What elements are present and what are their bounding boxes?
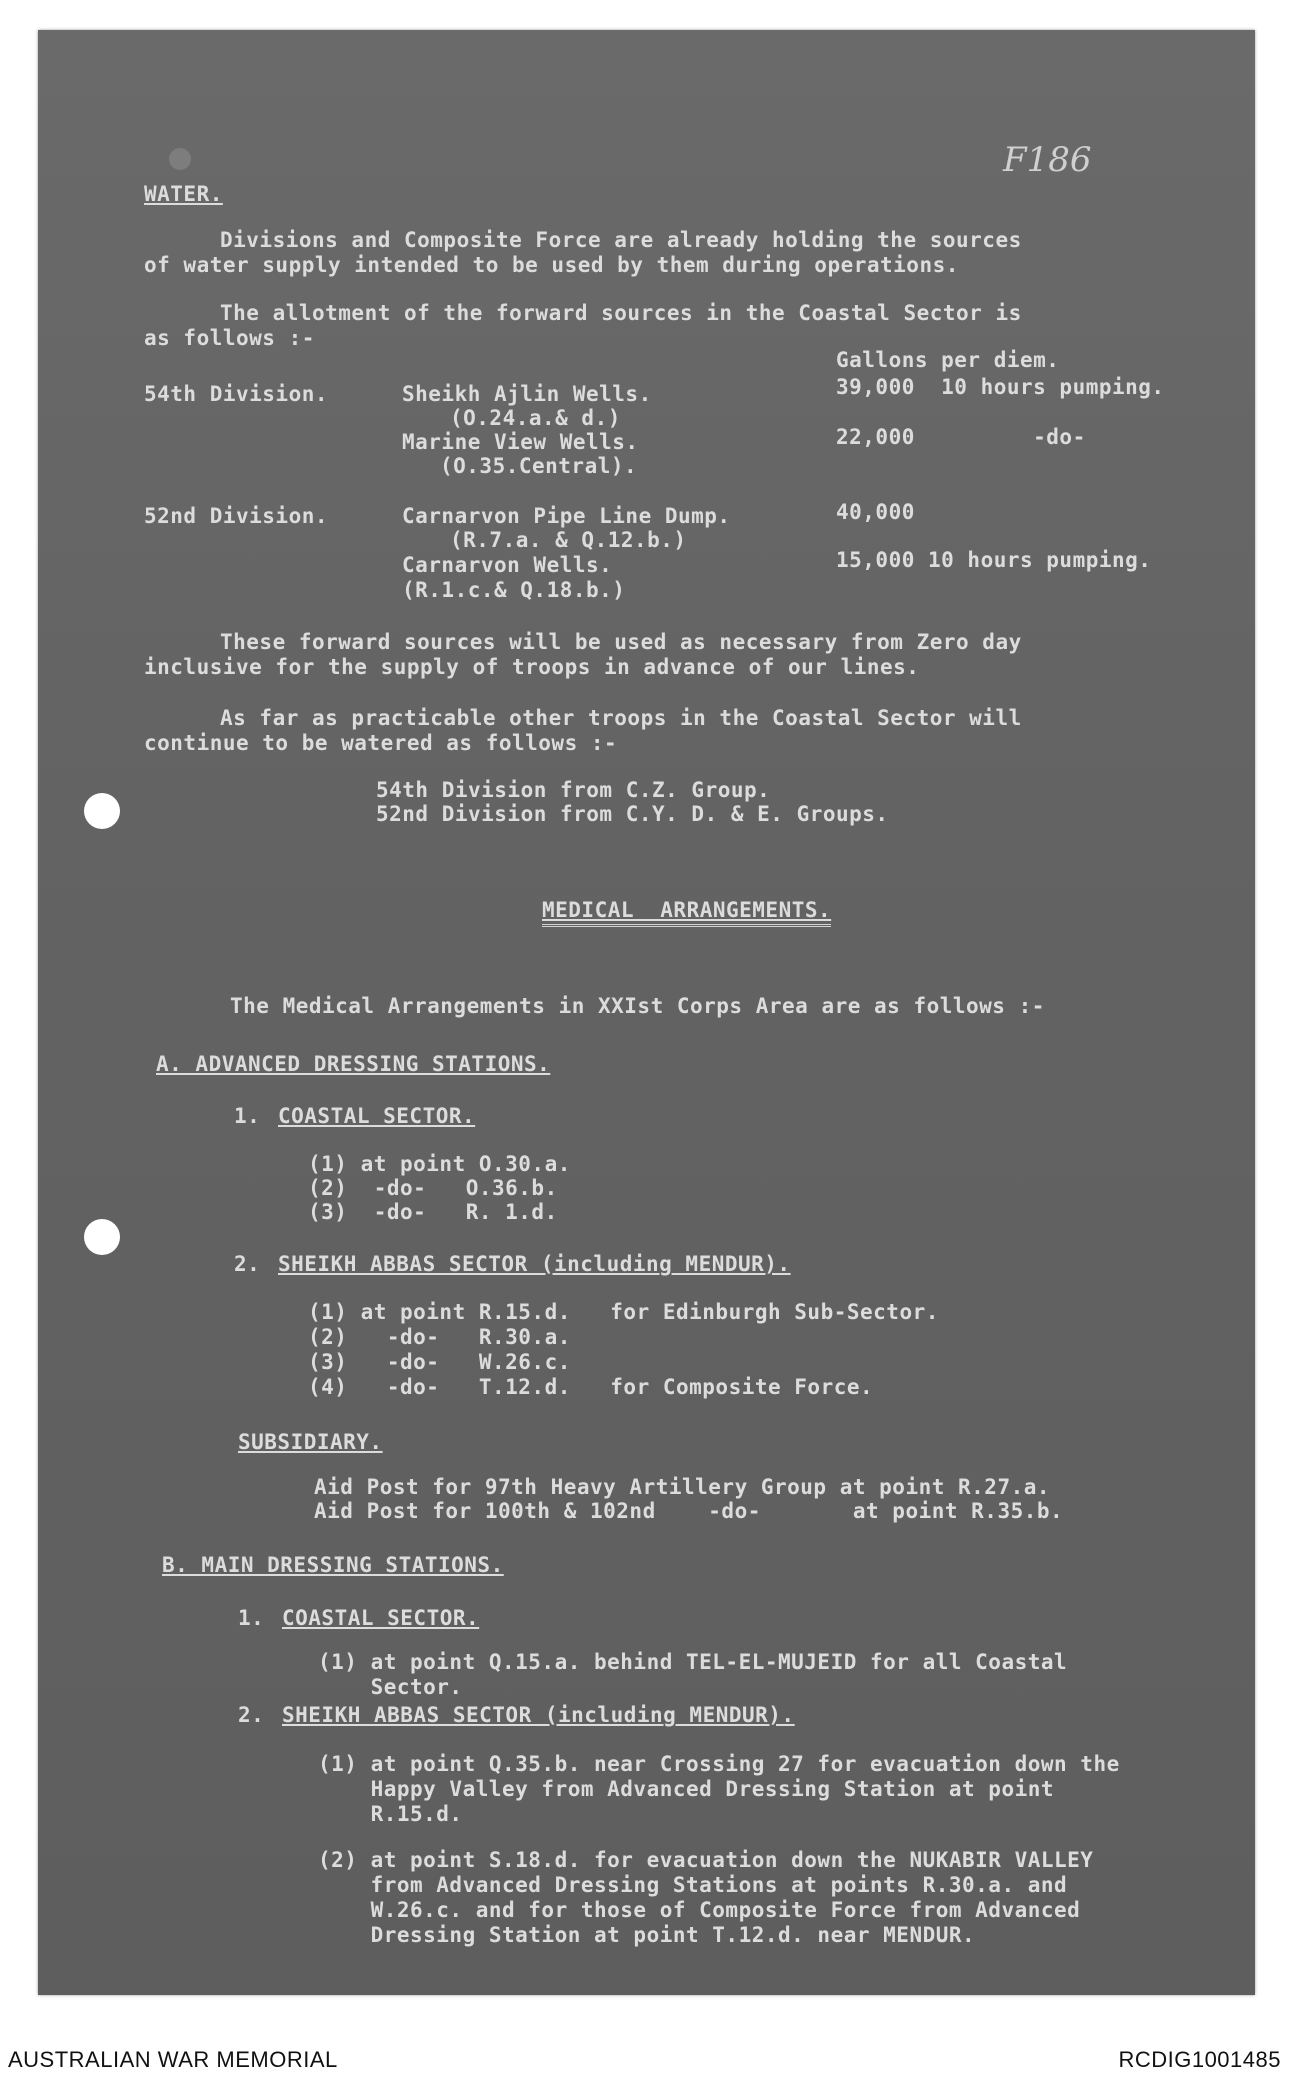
water-para1-line2: of water supply intended to be used by them during operations. [144, 253, 959, 277]
b2-item1-line1: (1) at point Q.35.b. near Crossing 27 for evacuation down the [318, 1752, 1120, 1776]
footer-archive-name: AUSTRALIAN WAR MEMORIAL [8, 2047, 338, 2072]
subsidiary-heading: SUBSIDIARY. [238, 1430, 383, 1454]
b2-number: 2. [238, 1703, 265, 1727]
a2-item-3: (3) -do- W.26.c. [308, 1350, 571, 1374]
a1-item-3: (3) -do- R. 1.d. [308, 1200, 558, 1224]
b2-item2-line1: (2) at point S.18.d. for evacuation down the NUKABIR VALLEY [318, 1848, 1094, 1872]
a2-number: 2. [234, 1252, 261, 1276]
a2-item-2: (2) -do- R.30.a. [308, 1325, 571, 1349]
div52-source1-ref: (R.7.a. & Q.12.b.) [450, 528, 687, 552]
b2-item1-line3: R.15.d. [318, 1802, 463, 1826]
div54-source2-ref: (O.35.Central). [440, 454, 638, 478]
b2-title: SHEIKH ABBAS SECTOR (including MENDUR). [282, 1703, 795, 1727]
div52-name: 52nd Division. [144, 504, 329, 528]
a1-item-2: (2) -do- O.36.b. [308, 1176, 558, 1200]
b1-item-line2: Sector. [318, 1675, 463, 1699]
water-para2-line1: The allotment of the forward sources in the Coastal Sector is [220, 301, 1022, 325]
medical-heading: MEDICAL ARRANGEMENTS. [542, 898, 831, 927]
a1-item-1: (1) at point O.30.a. [308, 1152, 571, 1176]
water-para2-line2: as follows :- [144, 326, 315, 350]
b1-item-line1: (1) at point Q.15.a. behind TEL-EL-MUJEID for all Coastal [318, 1650, 1068, 1674]
div52-source1: Carnarvon Pipe Line Dump. [402, 504, 731, 528]
water-para3-line1: These forward sources will be used as necessary from Zero day [220, 630, 1022, 654]
b2-item2-line3: W.26.c. and for those of Composite Force from Advanced [318, 1898, 1081, 1922]
water-para4-line2: continue to be watered as follows :- [144, 731, 618, 755]
div52-source2-ref: (R.1.c.& Q.18.b.) [402, 578, 626, 602]
section-b-heading: B. MAIN DRESSING STATIONS. [162, 1553, 504, 1577]
subsidiary-item-1: Aid Post for 97th Heavy Artillery Group at point R.27.a. [314, 1475, 1051, 1499]
supply-line-54: 54th Division from C.Z. Group. [376, 778, 771, 802]
water-para3-line2: inclusive for the supply of troops in advance of our lines. [144, 655, 920, 679]
div52-source2-amount: 15,000 10 hours pumping. [836, 548, 1152, 572]
water-heading: WATER. [144, 182, 223, 206]
section-a-heading: A. ADVANCED DRESSING STATIONS. [156, 1052, 551, 1076]
b2-item2-line4: Dressing Station at point T.12.d. near MENDUR. [318, 1923, 976, 1947]
a2-item-1: (1) at point R.15.d. for Edinburgh Sub-Sector. [308, 1300, 939, 1324]
div54-source2: Marine View Wells. [402, 430, 639, 454]
gallons-column-header: Gallons per diem. [836, 348, 1060, 372]
div52-source2: Carnarvon Wells. [402, 553, 613, 577]
pin-mark [169, 148, 191, 170]
medical-intro: The Medical Arrangements in XXIst Corps Area are as follows :- [230, 994, 1045, 1018]
div54-source1: Sheikh Ajlin Wells. [402, 382, 652, 406]
supply-line-52: 52nd Division from C.Y. D. & E. Groups. [376, 802, 889, 826]
div52-source1-amount: 40,000 [836, 500, 915, 524]
div54-name: 54th Division. [144, 382, 329, 406]
div54-source1-ref: (O.24.a.& d.) [450, 406, 621, 430]
water-para4-line1: As far as practicable other troops in the Coastal Sector will [220, 706, 1022, 730]
handwritten-reference: F186 [1003, 140, 1092, 180]
subsidiary-item-2: Aid Post for 100th & 102nd -do- at point R.35.b. [314, 1499, 1064, 1523]
a1-number: 1. [234, 1104, 261, 1128]
div54-source1-amount: 39,000 10 hours pumping. [836, 375, 1165, 399]
punch-hole-upper [84, 793, 120, 829]
footer-record-id: RCDIG1001485 [1118, 2047, 1281, 2072]
document-sheet [38, 30, 1255, 1995]
a2-title: SHEIKH ABBAS SECTOR (including MENDUR). [278, 1252, 791, 1276]
punch-hole-lower [84, 1219, 120, 1255]
a2-item-4: (4) -do- T.12.d. for Composite Force. [308, 1375, 874, 1399]
b2-item1-line2: Happy Valley from Advanced Dressing Station at point [318, 1777, 1055, 1801]
b2-item2-line2: from Advanced Dressing Stations at points R.30.a. and [318, 1873, 1068, 1897]
b1-title: COASTAL SECTOR. [282, 1606, 480, 1630]
water-para1-line1: Divisions and Composite Force are already holding the sources [220, 228, 1022, 252]
a1-title: COASTAL SECTOR. [278, 1104, 476, 1128]
div54-source2-amount: 22,000 -do- [836, 425, 1086, 449]
b1-number: 1. [238, 1606, 265, 1630]
